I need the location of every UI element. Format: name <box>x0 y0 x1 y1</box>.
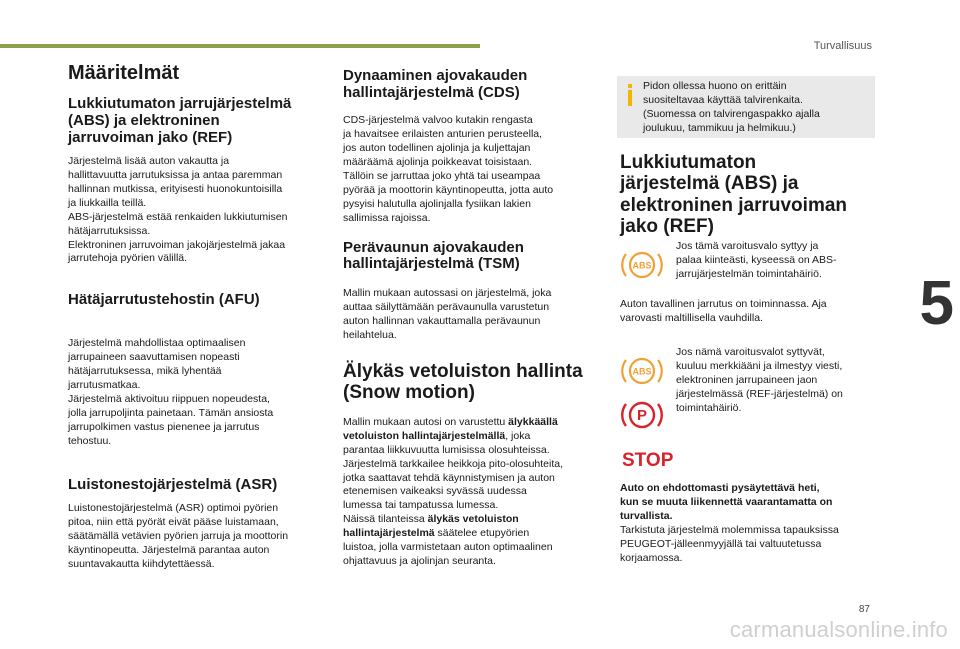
text-line: ja liukkailla teillä. <box>68 196 147 209</box>
tsm-heading <box>343 240 605 274</box>
text-line: sallimissa rajoissa. <box>343 211 431 224</box>
text-line <box>343 430 605 444</box>
text-line: Järjestelmä tarkkailee heikkoja pito-olosuhteita, <box>343 457 564 470</box>
parking-brake-warning-icon <box>618 396 666 434</box>
text-line: jarrutehoja pyörien välillä. <box>68 252 188 265</box>
abs-text <box>68 155 323 267</box>
heading-line: hallintajärjestelmä (CDS) <box>343 83 520 101</box>
heading-line: elektroninen jarruvoiman <box>620 194 848 216</box>
snow-motion-text <box>343 416 605 569</box>
text-line: suositeltavaa käyttää talvirenkaita. <box>643 93 803 106</box>
afu-heading: Hätäjarrutustehostin (AFU) <box>68 291 260 309</box>
text-line: pysyisi halutulla ajolinjalla fysiikan lakien <box>343 197 531 210</box>
chapter-number: 5 <box>919 269 954 338</box>
text-run: Näissä tilanteissa <box>343 513 428 526</box>
text-line: Auton tavallinen jarrutus on toiminnassa. Aja <box>620 298 827 310</box>
text-line: jarrujärjestelmän toimintahäiriö. <box>676 267 822 280</box>
heading-line: jako (REF) <box>620 215 714 237</box>
heading-line: Lukkiutumaton <box>620 152 757 173</box>
text-line: (Suomessa on talvirengaspakko ajalla <box>643 107 820 120</box>
text-line: Järjestelmä mahdollistaa optimaalisen <box>68 337 246 350</box>
text-line: ja havaitsee erilaisten anturien perusteella, <box>343 127 543 140</box>
warning-2-text <box>676 346 876 416</box>
text-line: Luistonestojärjestelmä (ASR) optimoi pyörien <box>68 501 279 514</box>
text-line: Järjestelmä lisää auton vakautta ja <box>68 154 230 167</box>
heading-line: Älykäs vetoluiston hallinta <box>343 361 583 383</box>
text-line <box>343 513 605 527</box>
cds-text <box>343 114 605 226</box>
page-number: 87 <box>858 604 870 615</box>
bold-run: älykäs vetoluiston <box>427 513 519 526</box>
text-line: suuntavakautta kiihdytettäessä. <box>68 557 215 570</box>
text-line: määräämä ajolinja poikkeavat toisistaan. <box>343 155 533 168</box>
text-line: pyörää ja moottorin käyntinopeutta, jotta auto <box>343 183 554 196</box>
header-accent-bar <box>0 44 480 48</box>
p-icon-label: P <box>636 407 648 424</box>
stop-warning-icon <box>620 446 674 472</box>
cds-heading <box>343 68 605 102</box>
text-line: ABS-järjestelmä estää renkaiden lukkiutumisen <box>68 210 288 223</box>
text-line: Tällöin se jarruttaa joko yhtä tai useampaa <box>343 169 541 182</box>
text-line: auttaa säilyttämään perävaunulla varustetun <box>343 301 550 314</box>
text-line: lumessa tai tampatussa lumessa. <box>343 499 499 512</box>
text-line <box>343 416 605 430</box>
text-line: joulukuu, tammikuu ja helmikuu.) <box>643 121 796 134</box>
bold-run: hallintajärjestelmä <box>343 527 435 540</box>
text-line: korjaamossa. <box>620 551 683 564</box>
text-line: palaa kiinteästi, kyseessä on ABS- <box>676 253 837 266</box>
section-title: Turvallisuus <box>813 40 872 52</box>
text-line: jarrupolkimen vastus pienenee ja jarrutus <box>68 421 260 434</box>
text-line: järjestelmässä (REF-järjestelmä) on <box>676 387 843 400</box>
abs-icon-label: ABS <box>632 366 652 377</box>
text-line: tehostuu. <box>68 435 112 448</box>
heading-line: (Snow motion) <box>343 382 475 404</box>
text-line: PEUGEOT-jälleenmyyjällä tai valtuutetussa <box>620 537 822 550</box>
text-run: Mallin mukaan autosi on varustettu <box>343 415 509 428</box>
bold-run: älykkäällä <box>508 415 558 428</box>
asr-text <box>68 502 323 572</box>
stop-icon-label: STOP <box>622 450 674 471</box>
text-line: jarrutusmatkaa. <box>68 379 141 392</box>
watermark: carmanualsonline.info <box>729 617 948 642</box>
abs-icon-label: ABS <box>632 260 652 271</box>
text-line: hallittavuutta jarrutuksissa ja antaa paremman <box>68 168 283 181</box>
text-line: elektroninen jarrupaineen jaon <box>676 373 818 386</box>
text-line: luistoa, jolla varmistetaan auton optimaalinen <box>343 541 553 554</box>
abs-warning-icon-2 <box>618 352 666 390</box>
text-line: Tarkistuta järjestelmä molemmissa tapauksissa <box>620 523 839 536</box>
stop-instruction-text <box>620 482 882 566</box>
info-icon <box>625 84 635 106</box>
info-note-text <box>643 80 868 136</box>
heading-line: Dynaaminen ajovakauden <box>343 67 528 84</box>
text-line: jolla jarrupoljinta painetaan. Tämän ansiosta <box>68 407 274 420</box>
heading-line: jarruvoiman jako (REF) <box>68 128 233 146</box>
text-line: toimintahäiriö. <box>676 401 742 414</box>
asr-heading: Luistonestojärjestelmä (ASR) <box>68 476 278 493</box>
text-line: parantaa liikkuvuutta lumisissa olosuhteissa. <box>343 443 550 456</box>
heading-line: Lukkiutumaton jarrujärjestelmä <box>68 95 292 112</box>
text-line: jotka saattavat tehdä käynnistymisen ja auton <box>343 471 555 484</box>
heading-line: järjestelmä (ABS) ja <box>620 173 799 195</box>
text-line: hallinnan mutkissa, erityisesti huonokuntoisilla <box>68 182 283 195</box>
text-line: Jos tämä varoitusvalo syttyy ja <box>676 240 819 252</box>
column-1 <box>68 62 323 572</box>
text-line: varovasti maltillisella vauhdilla. <box>620 311 763 324</box>
column-2 <box>343 68 605 569</box>
text-line: pitoa, niin että pyörät eivät pääse luistamaan, <box>68 515 279 528</box>
normal-braking-text <box>620 298 880 326</box>
snow-motion-heading <box>343 361 605 404</box>
text-run: , joka <box>505 429 531 442</box>
abs-ref-heading <box>620 152 880 237</box>
text-line: Jos nämä varoitusvalot syttyvät, <box>676 346 825 358</box>
text-line: säätämällä vetävien pyörien jarruja ja moottorin <box>68 529 289 542</box>
bold-line: Auto on ehdottomasti pysäytettävä heti, <box>620 482 820 494</box>
text-line: auton hallinnan vakauttamalla perävaunun <box>343 315 541 328</box>
definitions-title: Määritelmät <box>68 62 180 84</box>
abs-heading <box>68 96 323 147</box>
text-line: hätäjarrutuksessa, mikä lyhentää <box>68 365 222 378</box>
bold-line: kun se muuta liikennettä vaarantamatta on <box>620 495 833 508</box>
text-line: kuuluu merkkiääni ja ilmestyy viesti, <box>676 359 843 372</box>
text-line: CDS-järjestelmä valvoo kutakin rengasta <box>343 113 533 126</box>
text-line: ohjattavuus ja ajolinjan seuranta. <box>343 555 496 568</box>
bold-line: turvallista. <box>620 509 673 522</box>
text-line: etenemisen vaikeaksi syvässä uudessa <box>343 485 527 498</box>
text-line: Mallin mukaan autossasi on järjestelmä, joka <box>343 287 552 300</box>
text-line: jos auton todellinen ajolinja ja kuljettajan <box>343 141 531 154</box>
text-line: Järjestelmä aktivoituu riippuen nopeudesta, <box>68 393 270 406</box>
text-line: hätäjarrutuksissa. <box>68 224 151 237</box>
text-line: heilahtelua. <box>343 329 397 342</box>
text-run: säätelee etupyörien <box>434 527 530 540</box>
warning-1-text <box>676 240 876 282</box>
text-line <box>343 527 605 541</box>
abs-warning-icon <box>618 246 666 284</box>
heading-line: Perävaunun ajovakauden <box>343 238 524 256</box>
text-line: käyntinopeutta. Järjestelmä parantaa auton <box>68 543 270 556</box>
text-line: jarrupaineen saavuttamisen nopeasti <box>68 351 240 364</box>
text-line: Elektroninen jarruvoiman jakojärjestelmä jakaa <box>68 238 286 251</box>
afu-text <box>68 337 323 449</box>
bold-run: vetoluiston hallintajärjestelmällä <box>343 429 506 442</box>
tsm-text <box>343 287 605 343</box>
heading-line: hallintajärjestelmä (TSM) <box>343 255 520 273</box>
text-line: Pidon ollessa huono on erittäin <box>643 80 787 92</box>
heading-line: (ABS) ja elektroninen <box>68 111 220 129</box>
